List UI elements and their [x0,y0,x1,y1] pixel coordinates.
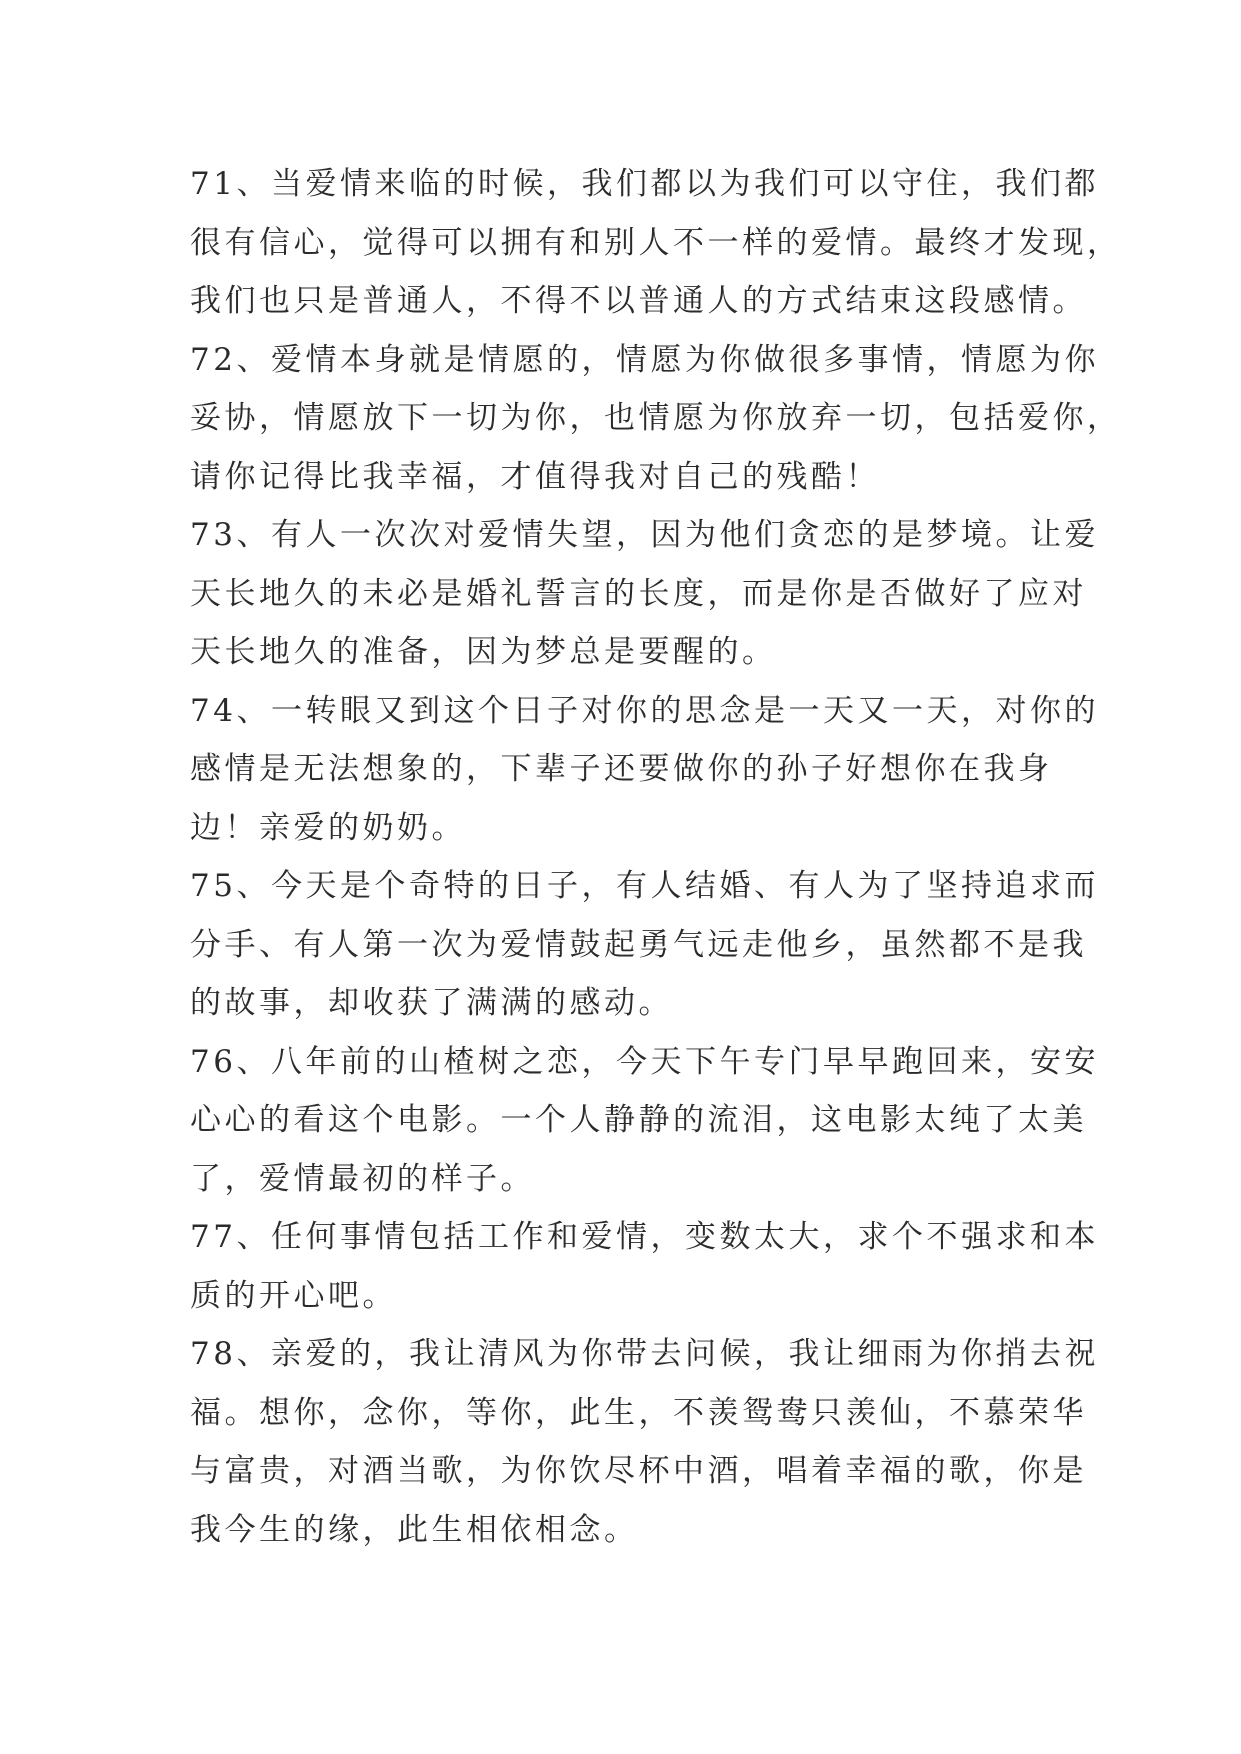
text-line: 请你记得比我幸福，才值得我对自己的残酷！ [190,458,880,495]
text-line: 天长地久的准备，因为梦总是要醒的。 [190,634,777,670]
text-line: 75、今天是个奇特的日子，有人结婚、有人为了坚持追求而 [190,868,1099,904]
text-line: 质的开心吧。 [190,1277,397,1314]
document-body [190,155,1122,1559]
text-line: 心心的看这个电影。一个人静静的流泪，这电影太纯了太美 [190,1102,1087,1138]
text-line: 感情是无法想象的，下辈子还要做你的孙子好想你在我身 [190,751,1053,787]
text-line: 78、亲爱的，我让清风为你带去问候，我让细雨为你捎去祝 [190,1336,1099,1372]
text-line: 了，爱情最初的样子。 [190,1160,535,1197]
text-line: 72、爱情本身就是情愿的，情愿为你做很多事情，情愿为你 [190,341,1099,378]
text-line: 妥协，情愿放下一切为你，也情愿为你放弃一切，包括爱你， [190,400,1122,436]
text-line: 74、一转眼又到这个日子对你的思念是一天又一天，对你的 [190,692,1099,729]
text-line: 76、八年前的山楂树之恋，今天下午专门早早跑回来，安安 [190,1043,1099,1080]
text-line: 我们也只是普通人，不得不以普通人的方式结束这段感情。 [190,283,1087,319]
text-line: 73、有人一次次对爱情失望，因为他们贪恋的是梦境。让爱 [190,517,1099,553]
text-line: 71、当爱情来临的时候，我们都以为我们可以守住，我们都 [190,166,1099,202]
text-line: 天长地久的未必是婚礼誓言的长度，而是你是否做好了应对 [190,575,1087,612]
text-line: 分手、有人第一次为爱情鼓起勇气远走他乡，虽然都不是我 [190,926,1087,963]
text-line: 我今生的缘，此生相依相念。 [190,1511,639,1548]
text-line: 边！亲爱的奶奶。 [190,809,466,846]
text-line: 很有信心，觉得可以拥有和别人不一样的爱情。最终才发现， [190,224,1122,261]
text-line: 福。想你，念你，等你，此生，不羡鸳鸯只羡仙，不慕荣华 [190,1394,1087,1431]
text-line: 的故事，却收获了满满的感动。 [190,985,673,1021]
text-line: 77、任何事情包括工作和爱情，变数太大，求个不强求和本 [190,1219,1099,1255]
text-line: 与富贵，对酒当歌，为你饮尽杯中酒，唱着幸福的歌，你是 [190,1453,1087,1489]
